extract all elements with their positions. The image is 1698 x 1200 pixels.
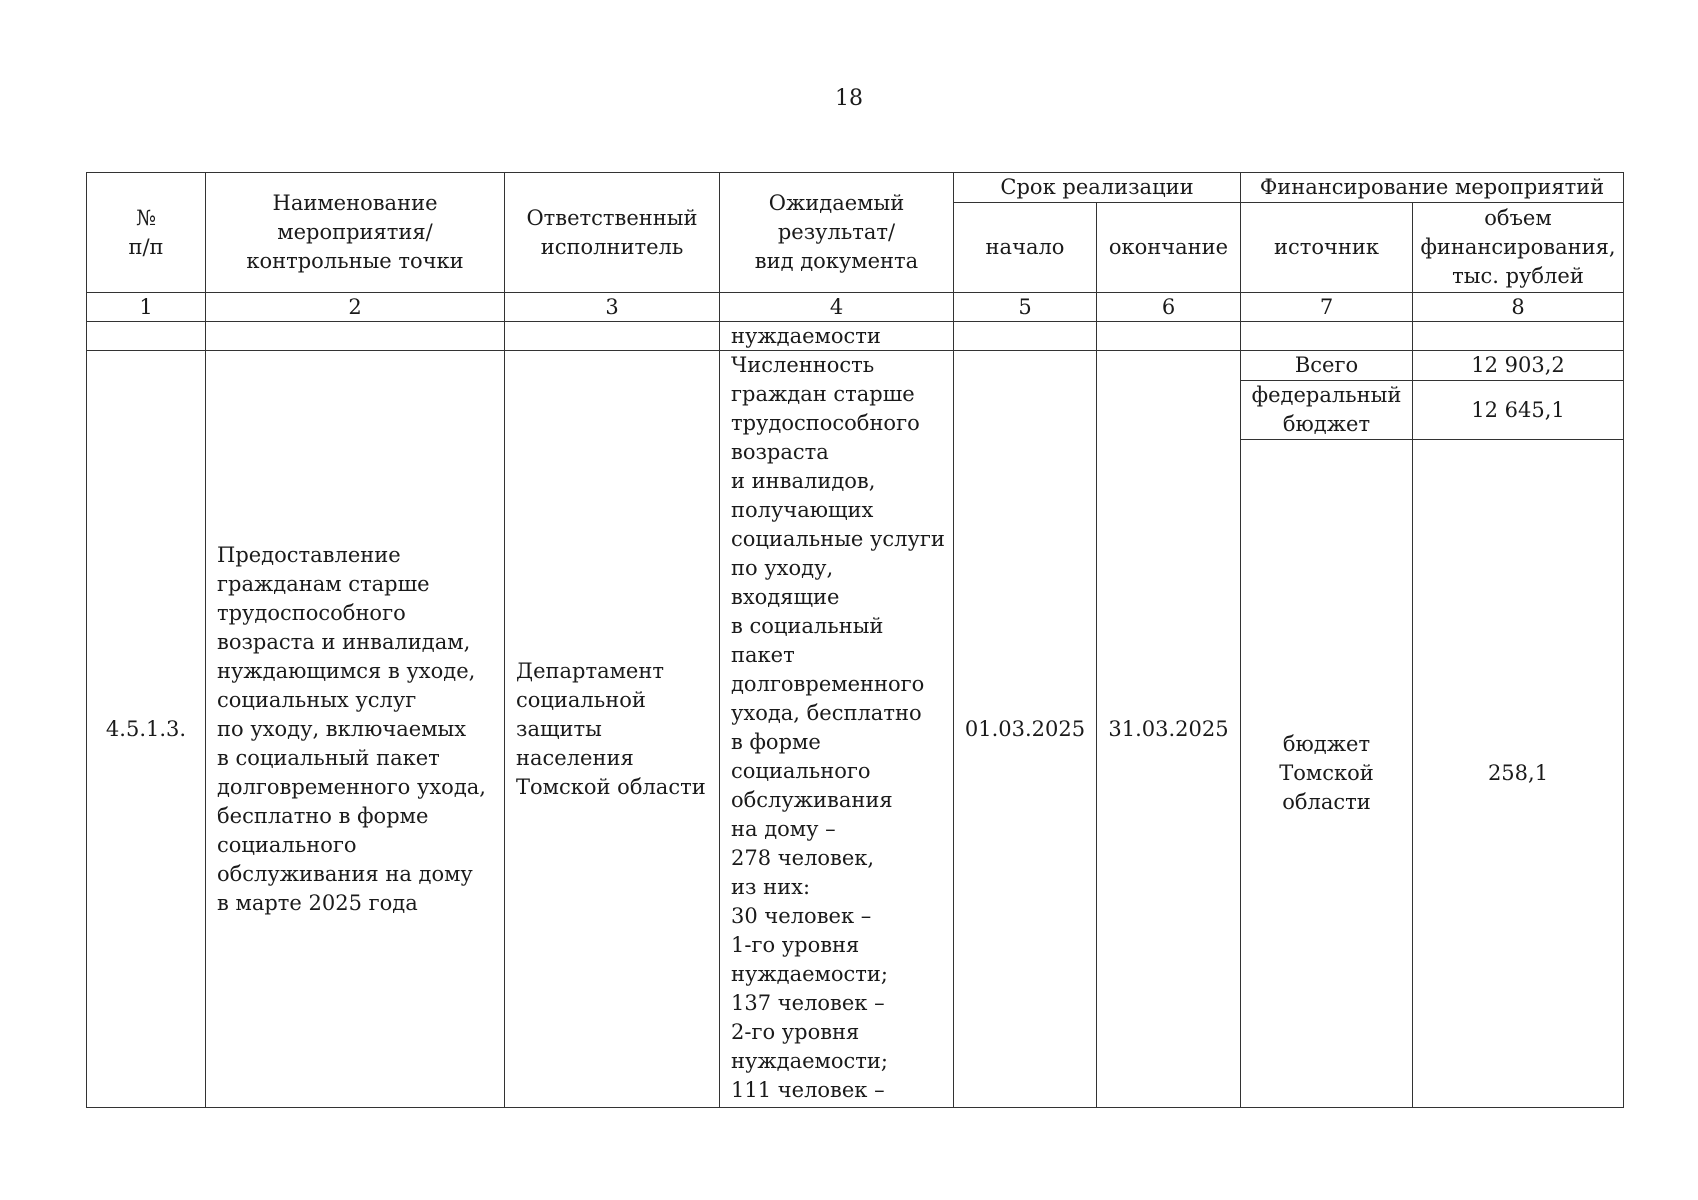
financing-source-federal: федеральный бюджет xyxy=(1241,381,1413,440)
carry-empty-cell xyxy=(1413,322,1624,351)
financing-amount-federal: 12 645,1 xyxy=(1413,381,1624,440)
carry-empty-cell xyxy=(1097,322,1241,351)
column-number: 5 xyxy=(954,293,1097,322)
carry-empty-cell xyxy=(87,322,206,351)
row-executor: Департамент социальной защиты населения Томской области xyxy=(505,351,720,1108)
carry-empty-cell xyxy=(206,322,505,351)
row-expected-result: Численность граждан старше трудоспособного возраста и инвалидов, получающих социальные услуги по уходу, входящие в социальный пакет долговременного ухода, бесплатно в форме социального обслуживания на дому – 278 человек, из них: 30 человек – 1-го уровня нуждаемости; 137 человек – 2-го уровня нуждаемости; 111 человек – xyxy=(720,351,954,1108)
row-number: 4.5.1.3. xyxy=(87,351,206,1108)
header-end: окончание xyxy=(1097,203,1241,293)
column-number: 3 xyxy=(505,293,720,322)
header-result: Ожидаемый результат/ вид документа xyxy=(720,173,954,293)
carry-result-text: нуждаемости xyxy=(720,322,954,351)
financing-source-total: Всего xyxy=(1241,351,1413,381)
row-end-date: 31.03.2025 xyxy=(1097,351,1241,1108)
financing-amount-regional: 258,1 xyxy=(1413,440,1624,1108)
carry-empty-cell xyxy=(505,322,720,351)
header-executor: Ответственный исполнитель xyxy=(505,173,720,293)
header-start: начало xyxy=(954,203,1097,293)
financing-source-regional: бюджет Томской области xyxy=(1241,440,1413,1108)
column-number: 8 xyxy=(1413,293,1624,322)
column-number: 1 xyxy=(87,293,206,322)
action-plan-table xyxy=(86,172,1624,1108)
table-row xyxy=(87,351,1624,381)
header-financing: Финансирование мероприятий xyxy=(1241,173,1624,203)
carry-over-row xyxy=(87,322,1624,351)
column-number: 4 xyxy=(720,293,954,322)
column-number-row xyxy=(87,293,1624,322)
row-action-name: Предоставление гражданам старше трудоспособного возраста и инвалидам, нуждающимся в уходе, социальных услуг по уходу, включаемых в социальный пакет долговременного ухода, бесплатно в форме социального обслуживания на дому в марте 2025 года xyxy=(206,351,505,1108)
column-number: 2 xyxy=(206,293,505,322)
row-start-date: 01.03.2025 xyxy=(954,351,1097,1108)
header-volume: объем финансирования, тыс. рублей xyxy=(1413,203,1624,293)
page-number: 18 xyxy=(835,86,863,111)
carry-empty-cell xyxy=(1241,322,1413,351)
header-period: Срок реализации xyxy=(954,173,1241,203)
header-name: Наименование мероприятия/ контрольные точки xyxy=(206,173,505,293)
carry-empty-cell xyxy=(954,322,1097,351)
financing-amount-total: 12 903,2 xyxy=(1413,351,1624,381)
column-number: 7 xyxy=(1241,293,1413,322)
header-source: источник xyxy=(1241,203,1413,293)
header-num: № п/п xyxy=(87,173,206,293)
column-number: 6 xyxy=(1097,293,1241,322)
